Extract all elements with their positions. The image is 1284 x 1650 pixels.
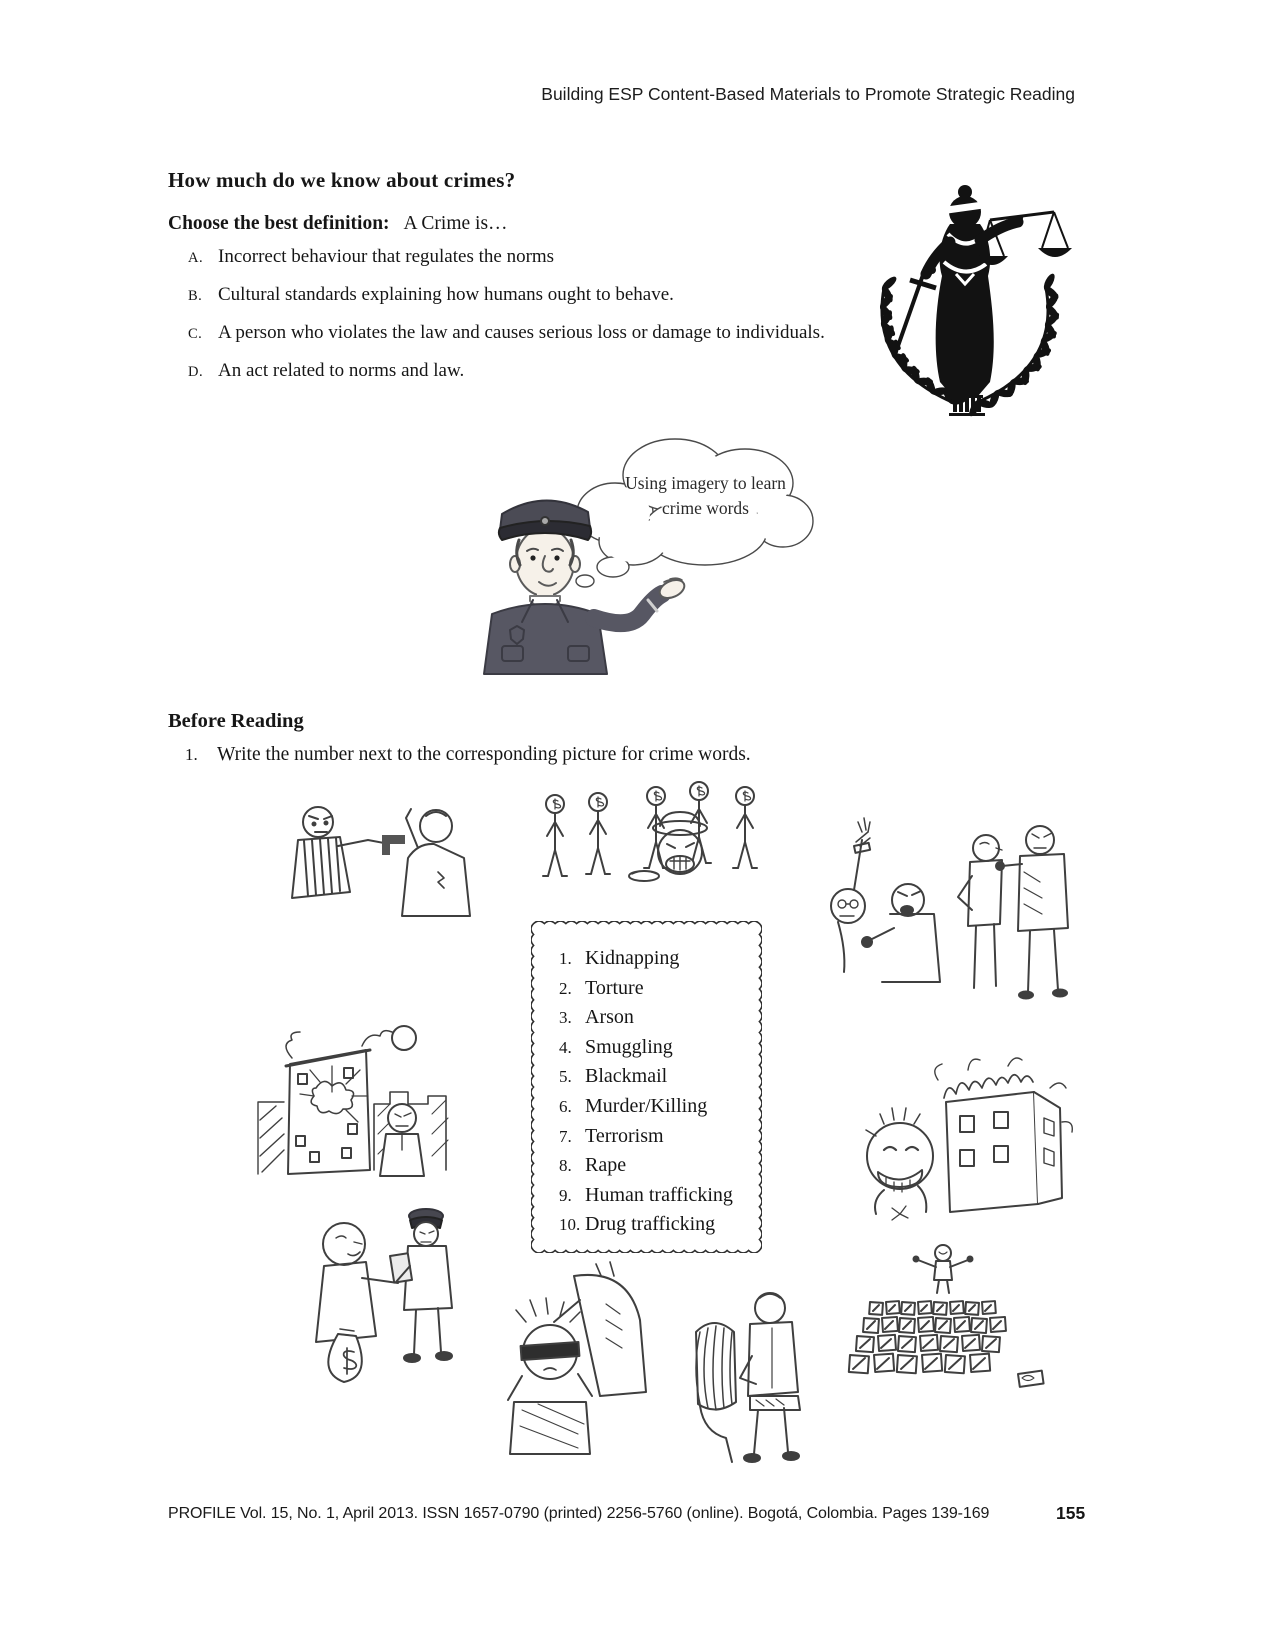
policeman-illustration xyxy=(440,468,702,704)
crime-word-item: 7. Terrorism xyxy=(559,1124,664,1147)
crime-word-item: 6. Murder/Killing xyxy=(559,1094,708,1117)
task-instruction: 1. Write the number next to the corresponding picture for crime words. xyxy=(185,744,751,765)
illustration-bribery-money-bag xyxy=(296,1186,472,1392)
definition-label: Choose the best definition: xyxy=(168,213,390,234)
option-c: C. A person who violates the law and causes serious loss or damage to individuals. xyxy=(188,322,825,343)
crime-words-list xyxy=(559,947,733,1243)
option-a: A. Incorrect behaviour that regulates the norms xyxy=(188,246,555,267)
option-d: D. An act related to norms and law. xyxy=(188,360,465,381)
illustration-assault-kneeling-victim xyxy=(670,1272,818,1464)
running-header: Building ESP Content-Based Materials to Promote Strategic Reading xyxy=(541,84,1075,104)
illustration-torture xyxy=(788,812,956,990)
before-reading-heading: Before Reading xyxy=(168,710,304,732)
crime-word-item: 9. Human trafficking xyxy=(559,1183,733,1206)
illustration-gun-robbery xyxy=(268,788,483,940)
journal-footer-citation: PROFILE Vol. 15, No. 1, April 2013. ISSN 1657-0790 (printed) 2256-5760 (online). Bogotá, Colombia. Pages 139-169 xyxy=(168,1505,990,1522)
crime-word-item: 2. Torture xyxy=(559,976,644,999)
definition-stem: A Crime is… xyxy=(403,213,508,234)
crime-word-item: 10. Drug trafficking xyxy=(559,1213,716,1236)
speech-bubble-text: Using imagery to learn crime words xyxy=(625,473,786,518)
illustration-drug-packets-grid xyxy=(838,1238,1045,1394)
option-b: B. Cultural standards explaining how humans ought to behave. xyxy=(188,284,674,305)
crime-word-item: 8. Rape xyxy=(559,1154,627,1177)
page-number: 155 xyxy=(1056,1503,1086,1523)
illustration-kidnapping-blindfold xyxy=(478,1260,656,1456)
illustration-human-trafficking-group xyxy=(528,778,773,910)
crime-word-item: 1. Kidnapping xyxy=(559,947,680,969)
crime-word-item: 5. Blackmail xyxy=(559,1065,668,1088)
lady-justice-icon xyxy=(840,176,1090,418)
illustration-extortion-pair xyxy=(950,802,1082,1002)
crime-word-item: 4. Smuggling xyxy=(559,1035,673,1058)
worksheet-title: How much do we know about crimes? xyxy=(168,168,516,192)
crime-word-item: 3. Arson xyxy=(559,1006,634,1029)
illustration-building-explosion xyxy=(250,1004,472,1180)
definition-options xyxy=(188,246,825,398)
definition-prompt xyxy=(168,213,508,235)
crime-words-box xyxy=(531,921,762,1253)
illustration-arsonist-burning-building xyxy=(848,1032,1076,1230)
